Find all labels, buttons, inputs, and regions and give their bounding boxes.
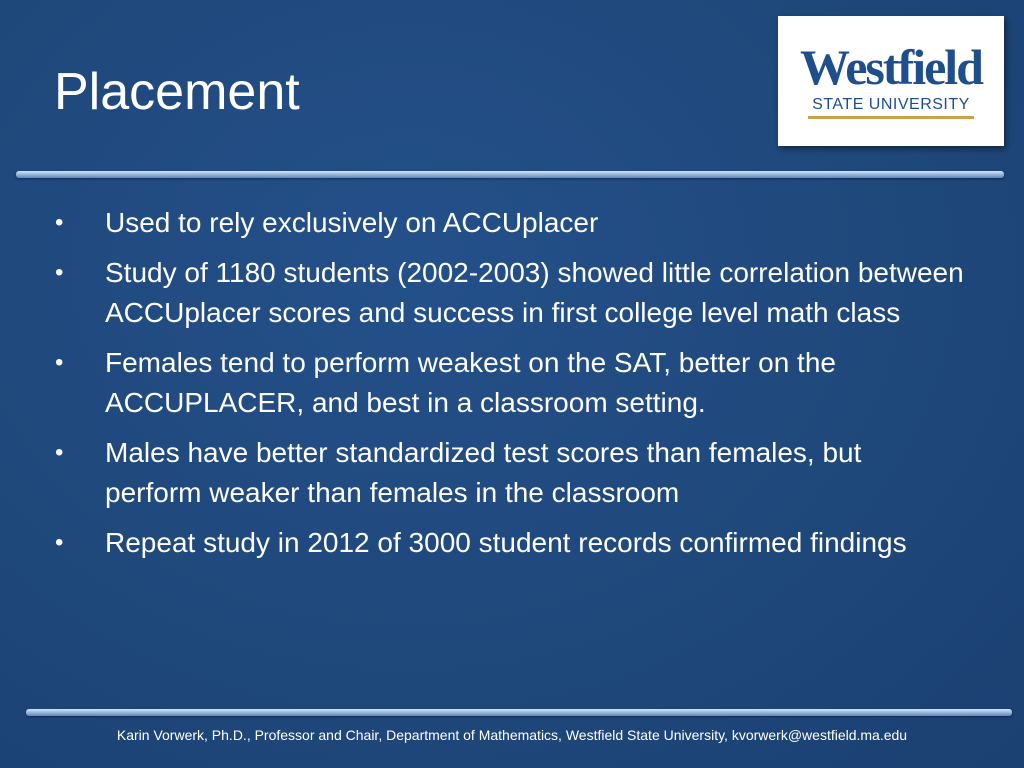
bullet-marker: •	[55, 348, 64, 376]
slide-title: Placement	[54, 63, 300, 121]
top-divider	[16, 171, 1004, 178]
bullet-item	[0, 523, 965, 564]
bullet-marker: •	[55, 438, 64, 466]
university-logo	[778, 16, 1004, 146]
bullet-marker: •	[55, 258, 64, 286]
bullet-marker: •	[55, 209, 64, 236]
bullet-text: Males have better standardized test scores than females, but perform weaker than females in the classroom	[105, 436, 862, 508]
bullet-item	[0, 343, 965, 424]
bullet-item	[0, 203, 965, 244]
bullet-item	[0, 433, 965, 514]
bullet-marker: •	[55, 528, 64, 556]
bullet-text: Repeat study in 2012 of 3000 student records confirmed findings	[105, 526, 907, 558]
slide-footer: Karin Vorwerk, Ph.D., Professor and Chair, Department of Mathematics, Westfield State University, kvorwerk@westfield.ma.edu	[116, 727, 908, 743]
bullet-text: Used to rely exclusively on ACCUplacer	[105, 207, 599, 238]
bullet-item	[0, 253, 965, 334]
bullet-list	[0, 203, 1024, 572]
bullet-text: Study of 1180 students (2002-2003) showed little correlation between ACCUplacer scores and success in first college level math class	[105, 256, 964, 328]
bottom-divider	[26, 709, 1012, 716]
logo-wordmark: Westfield	[800, 39, 982, 95]
logo-rule	[808, 116, 974, 119]
logo-subtitle: STATE UNIVERSITY	[812, 96, 970, 113]
bullet-text: Females tend to perform weakest on the SAT, better on the ACCUPLACER, and best in a classroom setting.	[105, 346, 836, 418]
